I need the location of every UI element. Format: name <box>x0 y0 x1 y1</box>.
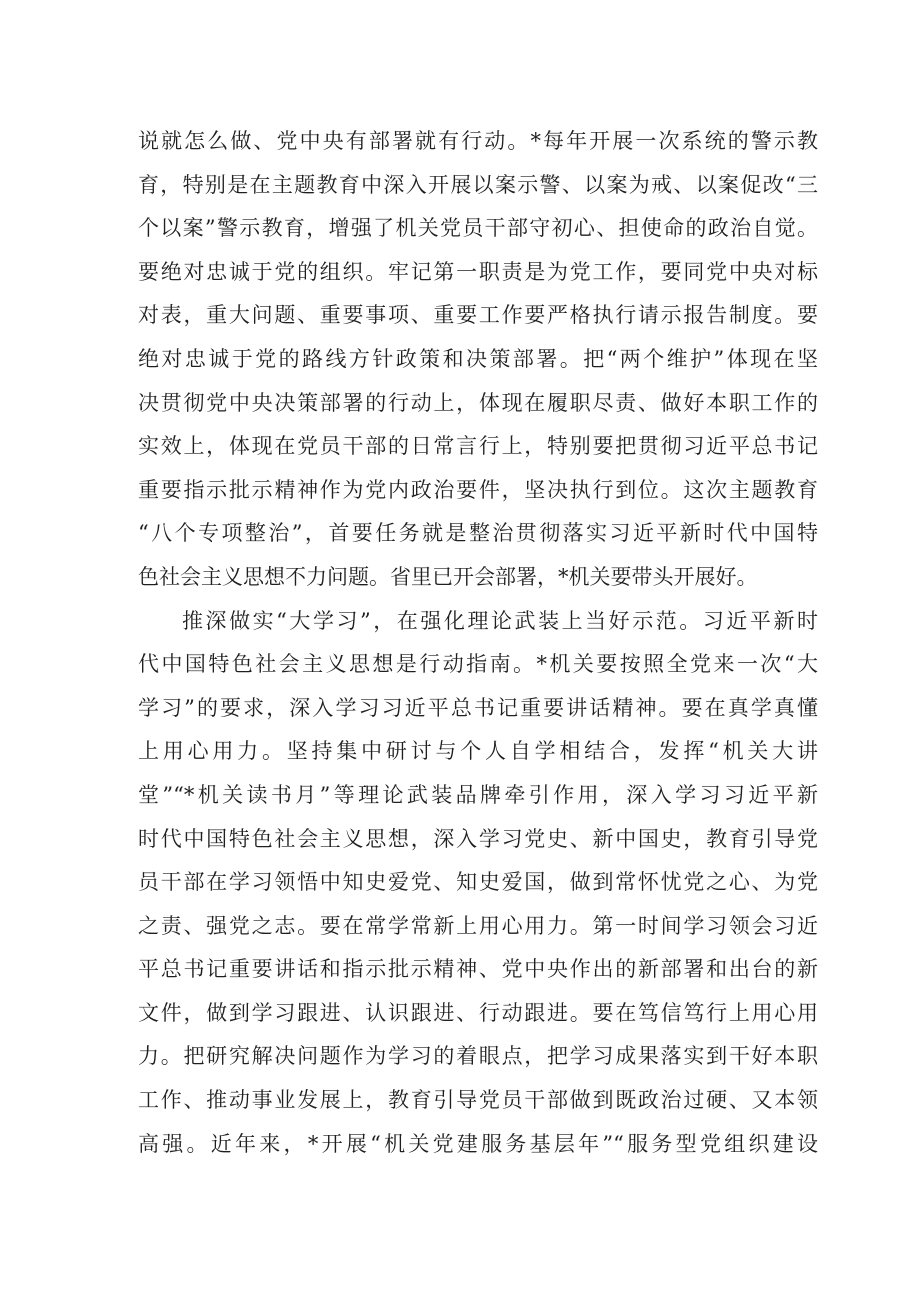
text-line-2: 育，特别是在主题教育中深入开展以案示警、以案为戒、以案促改“三 <box>138 172 818 197</box>
text-line-24: 高强。近年来，*开展“机关党建服务基层年”“服务型党组织建设 <box>138 1131 818 1156</box>
text-line-9: 重要指示批示精神作为党内政治要件，坚决执行到位。这次主题教育 <box>138 477 818 502</box>
text-line-13: 代中国特色社会主义思想是行动指南。*机关要按照全党来一次“大 <box>138 652 818 677</box>
text-line-14: 学习”的要求，深入学习习近平总书记重要讲话精神。要在真学真懂 <box>138 695 818 720</box>
text-line-8: 实效上，体现在党员干部的日常言行上，特别要把贯彻习近平总书记 <box>138 434 818 459</box>
text-line-22: 力。把研究解决问题作为学习的着眼点，把学习成果落实到干好本职 <box>138 1044 818 1069</box>
text-line-11: 色社会主义思想不力问题。省里已开会部署，*机关要带头开展好。 <box>138 564 758 589</box>
text-line-20: 平总书记重要讲话和指示批示精神、党中央作出的新部署和出台的新 <box>138 957 818 982</box>
text-line-6: 绝对忠诚于党的路线方针政策和决策部署。把“两个维护”体现在坚 <box>138 346 818 371</box>
text-line-18: 员干部在学习领悟中知史爱党、知史爱国，做到常怀忧党之心、为党 <box>138 870 818 895</box>
text-line-3: 个以案”警示教育，增强了机关党员干部守初心、担使命的政治自觉。 <box>138 216 818 241</box>
text-line-17: 时代中国特色社会主义思想，深入学习党史、新中国史，教育引导党 <box>138 826 818 851</box>
text-line-21: 文件，做到学习跟进、认识跟进、行动跟进。要在笃信笃行上用心用 <box>138 1000 818 1025</box>
text-line-10: “八个专项整治”，首要任务就是整治贯彻落实习近平新时代中国特 <box>138 521 818 546</box>
text-line-12: 推深做实“大学习”，在强化理论武装上当好示范。习近平新时 <box>182 608 818 633</box>
text-line-5: 对表，重大问题、重要事项、重要工作要严格执行请示报告制度。要 <box>138 303 818 328</box>
text-line-23: 工作、推动事业发展上，教育引导党员干部做到既政治过硬、又本领 <box>138 1088 818 1113</box>
text-line-16: 堂”“*机关读书月”等理论武装品牌牵引作用，深入学习习近平新 <box>138 782 818 807</box>
text-line-15: 上用心用力。坚持集中研讨与个人自学相结合，发挥“机关大讲 <box>138 739 818 764</box>
text-line-7: 决贯彻党中央决策部署的行动上，体现在履职尽责、做好本职工作的 <box>138 390 818 415</box>
text-line-4: 要绝对忠诚于党的组织。牢记第一职责是为党工作，要同党中央对标 <box>138 259 818 284</box>
body-text <box>138 120 818 1166</box>
text-line-1: 说就怎么做、党中央有部署就有行动。*每年开展一次系统的警示教 <box>138 129 818 153</box>
text-line-19: 之责、强党之志。要在常学常新上用心用力。第一时间学习领会习近 <box>138 913 818 938</box>
